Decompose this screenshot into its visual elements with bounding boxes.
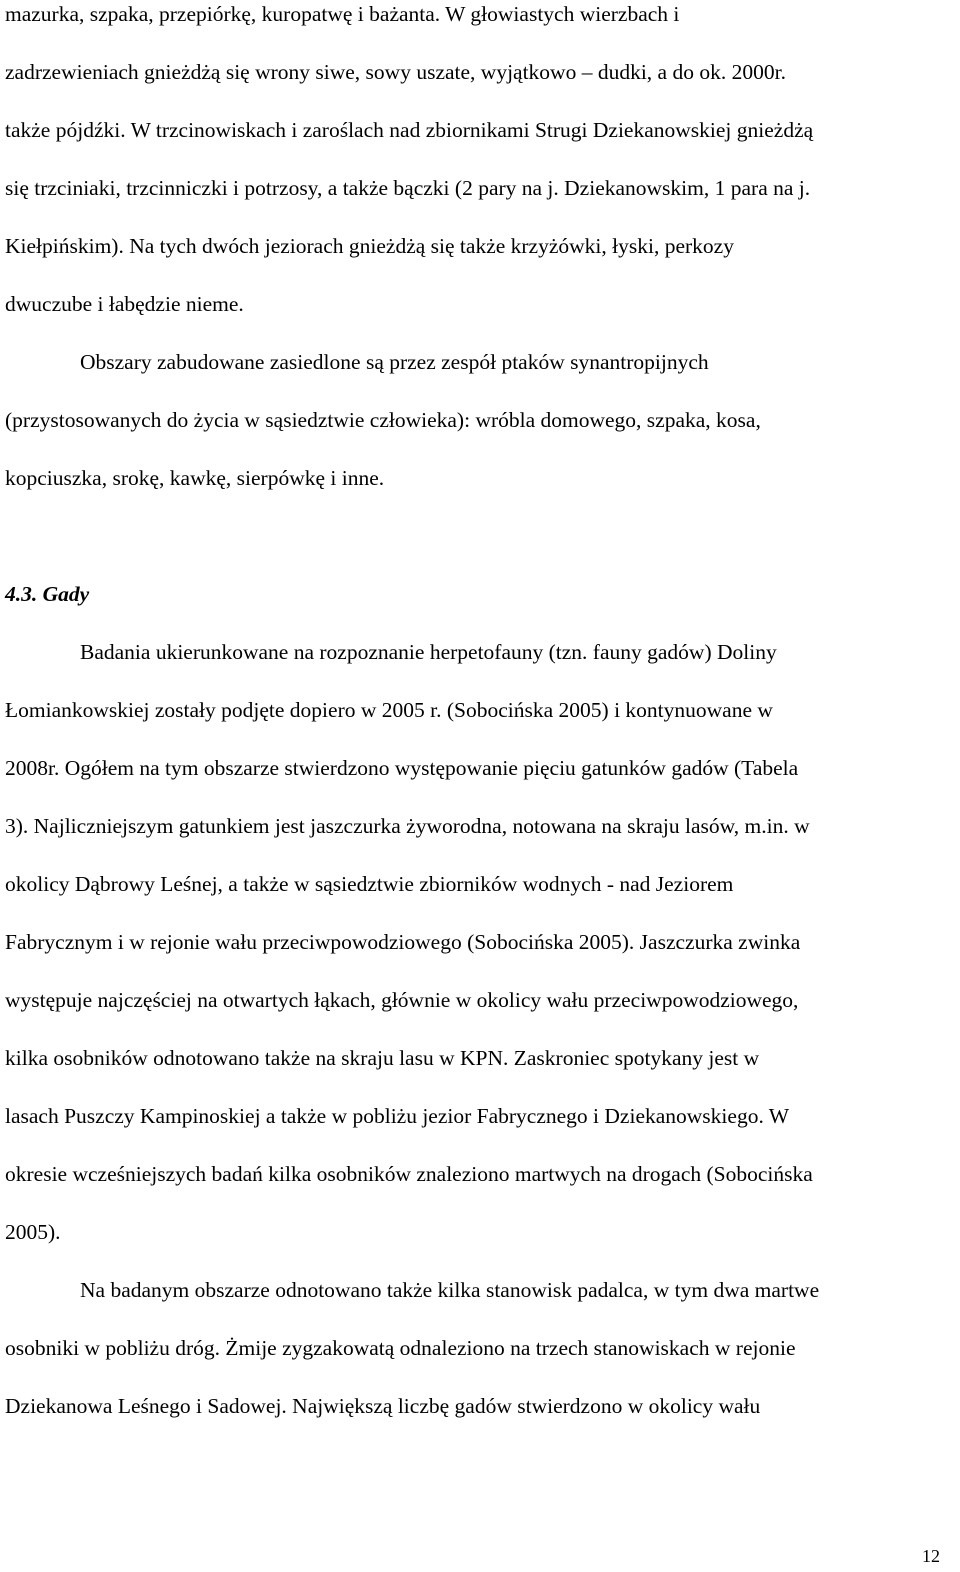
text-line: okresie wcześniejszych badań kilka osobników znaleziono martwych na drogach (Sobocińska [5, 1162, 813, 1186]
text-line: 3). Najliczniejszym gatunkiem jest jaszczurka żyworodna, notowana na skraju lasów, m.in. w [5, 814, 810, 838]
text-line: osobniki w pobliżu dróg. Żmije zygzakowatą odnaleziono na trzech stanowiskach w rejonie [5, 1336, 796, 1360]
text-line: (przystosowanych do życia w sąsiedztwie człowieka): wróbla domowego, szpaka, kosa, [5, 408, 761, 432]
text-line: mazurka, szpaka, przepiórkę, kuropatwę i bażanta. W głowiastych wierzbach i [5, 2, 680, 26]
text-line: 2005). [5, 1220, 61, 1244]
section-heading: 4.3. Gady [5, 582, 90, 606]
text-line: dwuczube i łabędzie nieme. [5, 292, 244, 316]
text-line: Łomiankowskiej zostały podjęte dopiero w 2005 r. (Sobocińska 2005) i kontynuowane w [5, 698, 773, 722]
text-line: Na badanym obszarze odnotowano także kilka stanowisk padalca, w tym dwa martwe [80, 1278, 820, 1302]
text-line: okolicy Dąbrowy Leśnej, a także w sąsiedztwie zbiorników wodnych - nad Jeziorem [5, 872, 734, 896]
text-line: się trzciniaki, trzcinniczki i potrzosy, a także bączki (2 pary na j. Dziekanowskim, 1 para na j. [5, 176, 811, 200]
text-line: Obszary zabudowane zasiedlone są przez zespół ptaków synantropijnych [80, 350, 709, 374]
text-line: 2008r. Ogółem na tym obszarze stwierdzono występowanie pięciu gatunków gadów (Tabela [5, 756, 799, 780]
text-line: Dziekanowa Leśnego i Sadowej. Największą liczbę gadów stwierdzono w okolicy wału [5, 1394, 761, 1418]
text-line: Kiełpińskim). Na tych dwóch jeziorach gnieżdżą się także krzyżówki, łyski, perkozy [5, 234, 734, 258]
text-line: Fabrycznym i w rejonie wału przeciwpowodziowego (Sobocińska 2005). Jaszczurka zwinka [5, 930, 801, 954]
text-line: kopciuszka, srokę, kawkę, sierpówkę i inne. [5, 466, 385, 490]
text-line: zadrzewieniach gnieżdżą się wrony siwe, sowy uszate, wyjątkowo – dudki, a do ok. 2000r. [5, 60, 786, 84]
text-line: lasach Puszczy Kampinoskiej a także w pobliżu jezior Fabrycznego i Dziekanowskiego. W [5, 1104, 790, 1128]
text-line: Badania ukierunkowane na rozpoznanie herpetofauny (tzn. fauny gadów) Doliny [80, 640, 777, 664]
text-line: występuje najczęściej na otwartych łąkach, głównie w okolicy wału przeciwpowodziowego, [5, 988, 799, 1012]
text-line: także pójdźki. W trzcinowiskach i zaroślach nad zbiornikami Strugi Dziekanowskiej gnieżdżą [5, 118, 814, 142]
text-line: kilka osobników odnotowano także na skraju lasu w KPN. Zaskroniec spotykany jest w [5, 1046, 760, 1070]
page-number: 12 [922, 1546, 940, 1566]
